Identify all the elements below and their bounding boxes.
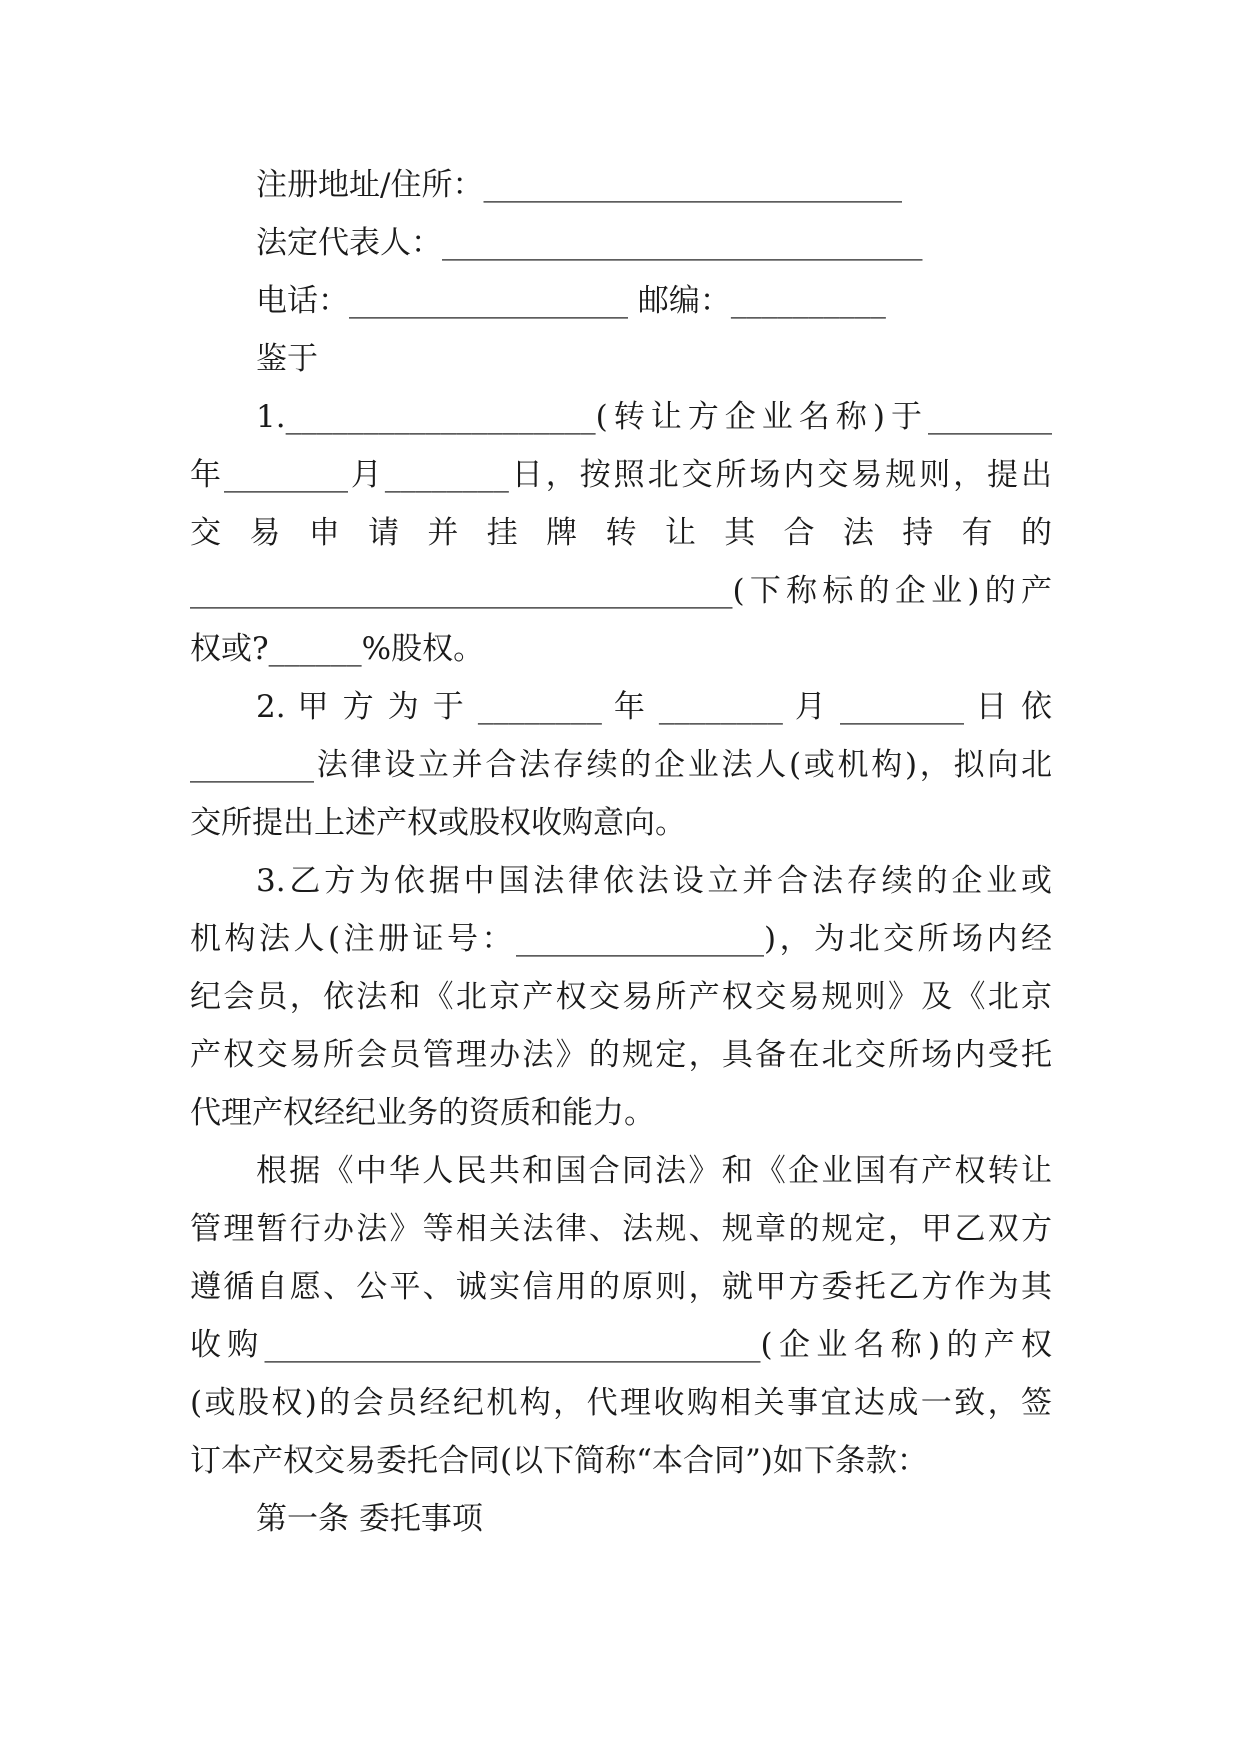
- clause-2-line-2: ________法律设立并合法存续的企业法人(或机构)，拟向北: [190, 747, 1052, 783]
- clause-3-line-1: 3.乙方为依据中国法律依法设立并合法存续的企业或: [256, 863, 1052, 899]
- clause-2-line-3: 交所提出上述产权或股权收购意向。: [190, 805, 686, 841]
- clause-2-line-1: 2. 甲 方 为 于 ________ 年 ________ 月 ________ 日 依: [256, 689, 1052, 725]
- clause-3-line-3: 纪会员，依法和《北京产权交易所产权交易规则》及《北京: [190, 979, 1052, 1015]
- article-1-heading: 第一条 委托事项: [256, 1501, 483, 1537]
- clause-1-line-3: 交 易 申 请 并 挂 牌 转 让 其 合 法 持 有 的: [190, 515, 1052, 551]
- whereas-heading: 鉴于: [256, 341, 318, 377]
- registered-address-line: 注册地址/住所：___________________________: [256, 167, 902, 203]
- clause-1-line-2: 年________月________日，按照北交所场内交易规则，提出: [190, 457, 1052, 493]
- clause-1-line-1: 1.____________________(转让方企业名称)于________: [256, 399, 1052, 435]
- clause-3-line-5: 代理产权经纪业务的资质和能力。: [190, 1095, 655, 1131]
- clause-1-line-4: ___________________________________(下称标的企业)的产: [190, 573, 1052, 609]
- basis-paragraph-line-2: 管理暂行办法》等相关法律、法规、规章的规定，甲乙双方: [190, 1211, 1052, 1247]
- basis-paragraph-line-5: (或股权)的会员经纪机构，代理收购相关事宜达成一致，签: [190, 1385, 1052, 1421]
- basis-paragraph-line-1: 根据《中华人民共和国合同法》和《企业国有产权转让: [256, 1153, 1052, 1189]
- clause-3-line-4: 产权交易所会员管理办法》的规定，具备在北交所场内受托: [190, 1037, 1052, 1073]
- phone-postcode-line: 电话：__________________ 邮编：__________: [256, 283, 886, 319]
- basis-paragraph-line-4: 收购________________________________(企业名称)的产权: [190, 1327, 1052, 1363]
- clause-3-line-2: 机构法人(注册证号：________________)，为北交所场内经: [190, 921, 1052, 957]
- basis-paragraph-line-3: 遵循自愿、公平、诚实信用的原则，就甲方委托乙方作为其: [190, 1269, 1052, 1305]
- clause-1-line-5: 权或?______%股权。: [190, 631, 485, 667]
- basis-paragraph-line-6: 订本产权交易委托合同(以下简称“本合同”)如下条款：: [190, 1443, 928, 1479]
- legal-representative-line: 法定代表人：_______________________________: [256, 225, 923, 261]
